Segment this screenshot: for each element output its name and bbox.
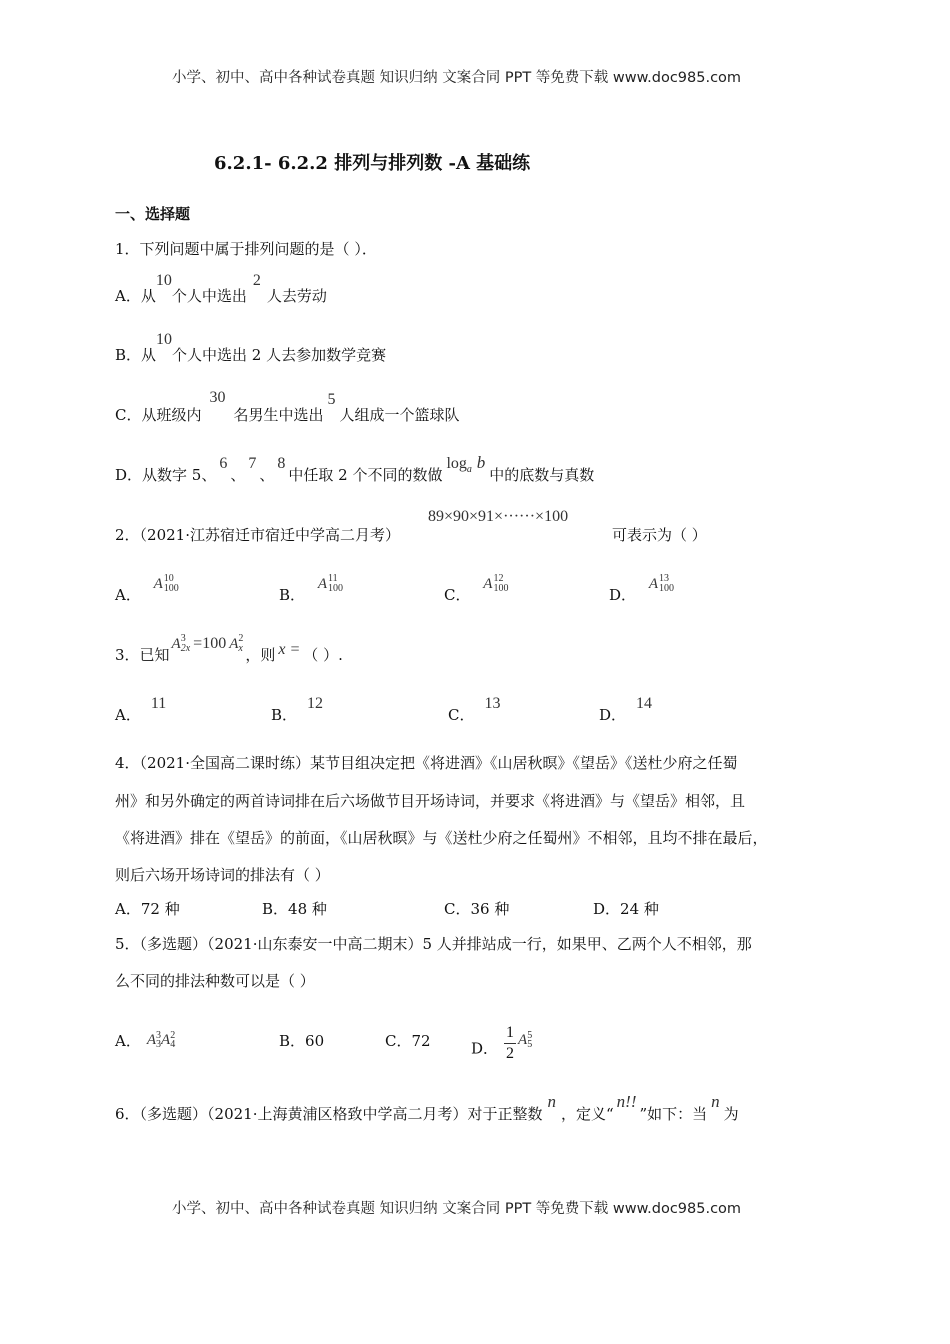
- q5-d-sup: 5: [527, 1029, 533, 1041]
- q1-option-a: [115, 272, 327, 306]
- q4-line-2: 州》和另外确定的两首诗词排在后六场做节目开场诗词，并要求《将进酒》与《望岳》相邻，且: [115, 792, 746, 810]
- q4-option-a: A．72 种: [115, 900, 180, 918]
- q3-b-label: B．: [271, 706, 298, 724]
- q5-a-letter-2: A: [161, 1032, 171, 1048]
- q3-b-value: 12: [307, 695, 324, 712]
- q4-line-1: 4．（2021·全国高二课时练）某节目组决定把《将进酒》《山居秋暝》《望岳》《送杜少府之任蜀: [115, 754, 738, 772]
- q3-left-sub: 2x: [180, 643, 191, 654]
- q3-right-sub: x: [238, 643, 243, 654]
- q1-a-pre: A．从: [115, 287, 156, 305]
- q5-option-a: [115, 1030, 175, 1051]
- q2-a-letter: A: [153, 576, 163, 592]
- q5-a-label: A．: [115, 1032, 141, 1050]
- q1-c-number-30: 30: [209, 389, 226, 406]
- q3-a-value: 11: [150, 695, 167, 712]
- q5-a-sup-1: 3: [156, 1030, 162, 1041]
- q3-option-b: [271, 695, 324, 725]
- q5-option-c: C．72: [385, 1032, 431, 1050]
- question-2-stem: 2．（2021·江苏宿迁市宿迁中学高二月考）: [115, 526, 400, 544]
- q1-d-mid: 中任取 2 个不同的数做: [288, 466, 443, 484]
- q2-option-a: [115, 573, 179, 606]
- q2-d-sub: 100: [658, 583, 674, 594]
- q5-a-sup-2: 2: [170, 1030, 176, 1041]
- q5-option-d: [471, 1024, 533, 1069]
- question-1-stem: 1．下列问题中属于排列问题的是（ ）．: [115, 240, 377, 258]
- q5-d-denominator: 2: [506, 1045, 515, 1062]
- q1-d-number-6: 6: [219, 455, 228, 472]
- q6-pre: 6．（多选题）（2021·上海黄浦区格致中学高二月考）对于正整数: [115, 1105, 543, 1123]
- q1-a-number-10: 10: [155, 272, 172, 289]
- q3-option-d: [599, 695, 653, 725]
- question-3-stem: [115, 633, 343, 666]
- q3-c-label: C．: [448, 706, 475, 724]
- q3-eq-mid: =100: [193, 635, 227, 652]
- q3-d-value: 14: [636, 695, 653, 712]
- q1-d-log-arg: b: [476, 453, 486, 472]
- q1-a-mid: 个人中选出: [171, 287, 247, 305]
- q1-b-pre: B．从: [115, 346, 157, 364]
- q3-option-a: [115, 695, 167, 725]
- q3-var: x =: [278, 641, 301, 658]
- q3-c-value: 13: [484, 695, 501, 712]
- q2-option-c: [444, 573, 509, 606]
- q5-option-b: B．60: [279, 1032, 325, 1050]
- q2-d-sup: 13: [658, 573, 669, 584]
- q4-line-3: 《将进酒》排在《望岳》的前面，《山居秋暝》与《送杜少府之任蜀州》不相邻，且均不排在最后，: [115, 829, 768, 847]
- q5-line-1: 5．（多选题）（2021·山东泰安一中高二期末）5 人并排站成一行，如果甲、乙两个人不相邻，那: [115, 935, 752, 953]
- q1-d-number-8: 8: [277, 455, 286, 472]
- question-6-stem: [115, 1092, 739, 1124]
- q2-c-label: C．: [444, 586, 471, 604]
- q2-b-sup: 11: [327, 573, 338, 584]
- q2-d-letter: A: [648, 576, 658, 592]
- q2-b-expr: [318, 574, 343, 592]
- q2-c-expr: [483, 574, 508, 592]
- q3-option-c: [448, 695, 501, 725]
- q2-a-expr: [154, 574, 179, 592]
- q2-b-sub: 100: [327, 583, 343, 594]
- q6-mid2: ”如下：当: [639, 1105, 708, 1123]
- page-title: 6.2.1- 6.2.2 排列与排列数 -A 基础练: [214, 153, 531, 174]
- q2-c-letter: A: [483, 576, 493, 592]
- q3-post: （ ）.: [303, 646, 343, 664]
- section-heading: 一、选择题: [115, 205, 191, 223]
- q5-a-sub-1: 3: [156, 1039, 162, 1050]
- q3-pre: 3．已知: [115, 646, 170, 664]
- q2-option-d: [609, 573, 674, 606]
- q3-a-label: A．: [115, 706, 141, 724]
- q3-mid: ，则: [245, 646, 276, 664]
- q1-b-post: 个人中选出 2 人去参加数学竞赛: [172, 346, 387, 364]
- q1-a-post: 人去劳动: [266, 287, 327, 305]
- q5-d-expr: [518, 1030, 532, 1048]
- q1-d-sep-1: 、: [230, 466, 246, 484]
- q1-d-log-expression: [446, 453, 486, 475]
- q1-d-log: log: [446, 455, 467, 472]
- q2-b-letter: A: [317, 576, 327, 592]
- q3-letter-right: A: [229, 636, 239, 652]
- q3-letter-left: A: [171, 636, 181, 652]
- q5-d-sub: 5: [527, 1038, 533, 1050]
- q2-d-expr: [649, 574, 674, 592]
- q1-b-number-10: 10: [156, 331, 173, 348]
- q5-a-sub-2: 4: [170, 1039, 176, 1050]
- q4-line-4: 则后六场开场诗词的排法有（ ）: [115, 866, 330, 884]
- q2-c-sub: 100: [493, 583, 509, 594]
- q1-a-number-2: 2: [252, 272, 261, 289]
- q6-post: 为: [723, 1105, 739, 1123]
- header-banner: 小学、初中、高中各种试卷真题 知识归纳 文案合同 PPT 等免费下载 www.doc985.com: [172, 70, 742, 86]
- q1-option-d: [115, 453, 595, 485]
- q5-d-numerator: 1: [506, 1024, 515, 1041]
- q1-c-number-5: 5: [327, 391, 336, 408]
- q5-line-2: 么不同的排法种数可以是（ ）: [115, 972, 315, 990]
- q4-option-b: B．48 种: [262, 900, 327, 918]
- q5-d-letter: A: [518, 1031, 528, 1048]
- q1-d-log-base: a: [466, 464, 472, 475]
- footer-banner: 小学、初中、高中各种试卷真题 知识归纳 文案合同 PPT 等免费下载 www.doc985.com: [172, 1201, 742, 1217]
- q2-a-label: A．: [115, 586, 141, 604]
- q3-equation: [172, 634, 244, 652]
- q2-a-sub: 100: [163, 583, 179, 594]
- q1-c-post: 人组成一个篮球队: [339, 406, 460, 424]
- q2-option-b: [279, 573, 343, 606]
- q1-d-pre: D．从数字 5、: [115, 466, 217, 484]
- q6-double-factorial: n!!: [616, 1092, 637, 1111]
- q2-b-label: B．: [279, 586, 306, 604]
- q3-d-label: D．: [599, 706, 627, 724]
- q3-right-sup: 2: [238, 633, 244, 644]
- q4-option-c: C．36 种: [444, 900, 510, 918]
- q5-a-expr: [147, 1030, 175, 1048]
- q6-mid: ，定义“: [561, 1105, 614, 1123]
- q2-d-label: D．: [609, 586, 637, 604]
- q5-d-fraction: [504, 1024, 516, 1063]
- q5-d-label: D．: [471, 1039, 499, 1058]
- q2-stem-post: 可表示为（ ）: [612, 526, 707, 544]
- q2-a-sup: 10: [163, 573, 174, 584]
- q1-d-number-7: 7: [248, 455, 257, 472]
- q4-option-d: D．24 种: [593, 900, 659, 918]
- q1-c-pre: C．从班级内: [115, 406, 202, 424]
- q1-d-post: 中的底数与真数: [489, 466, 595, 484]
- q6-var-n-1: n: [547, 1092, 556, 1111]
- q3-left-sup: 3: [180, 633, 186, 644]
- q2-c-sup: 12: [493, 573, 504, 584]
- q1-option-b: [115, 331, 387, 365]
- q1-c-mid: 名男生中选出: [233, 406, 324, 424]
- q5-a-letter-1: A: [146, 1032, 157, 1048]
- q1-option-c: [115, 389, 460, 425]
- q6-var-n-2: n: [711, 1092, 720, 1111]
- q2-product-expression: 89×90×91×······×100: [428, 508, 569, 525]
- q1-d-sep-2: 、: [259, 466, 275, 484]
